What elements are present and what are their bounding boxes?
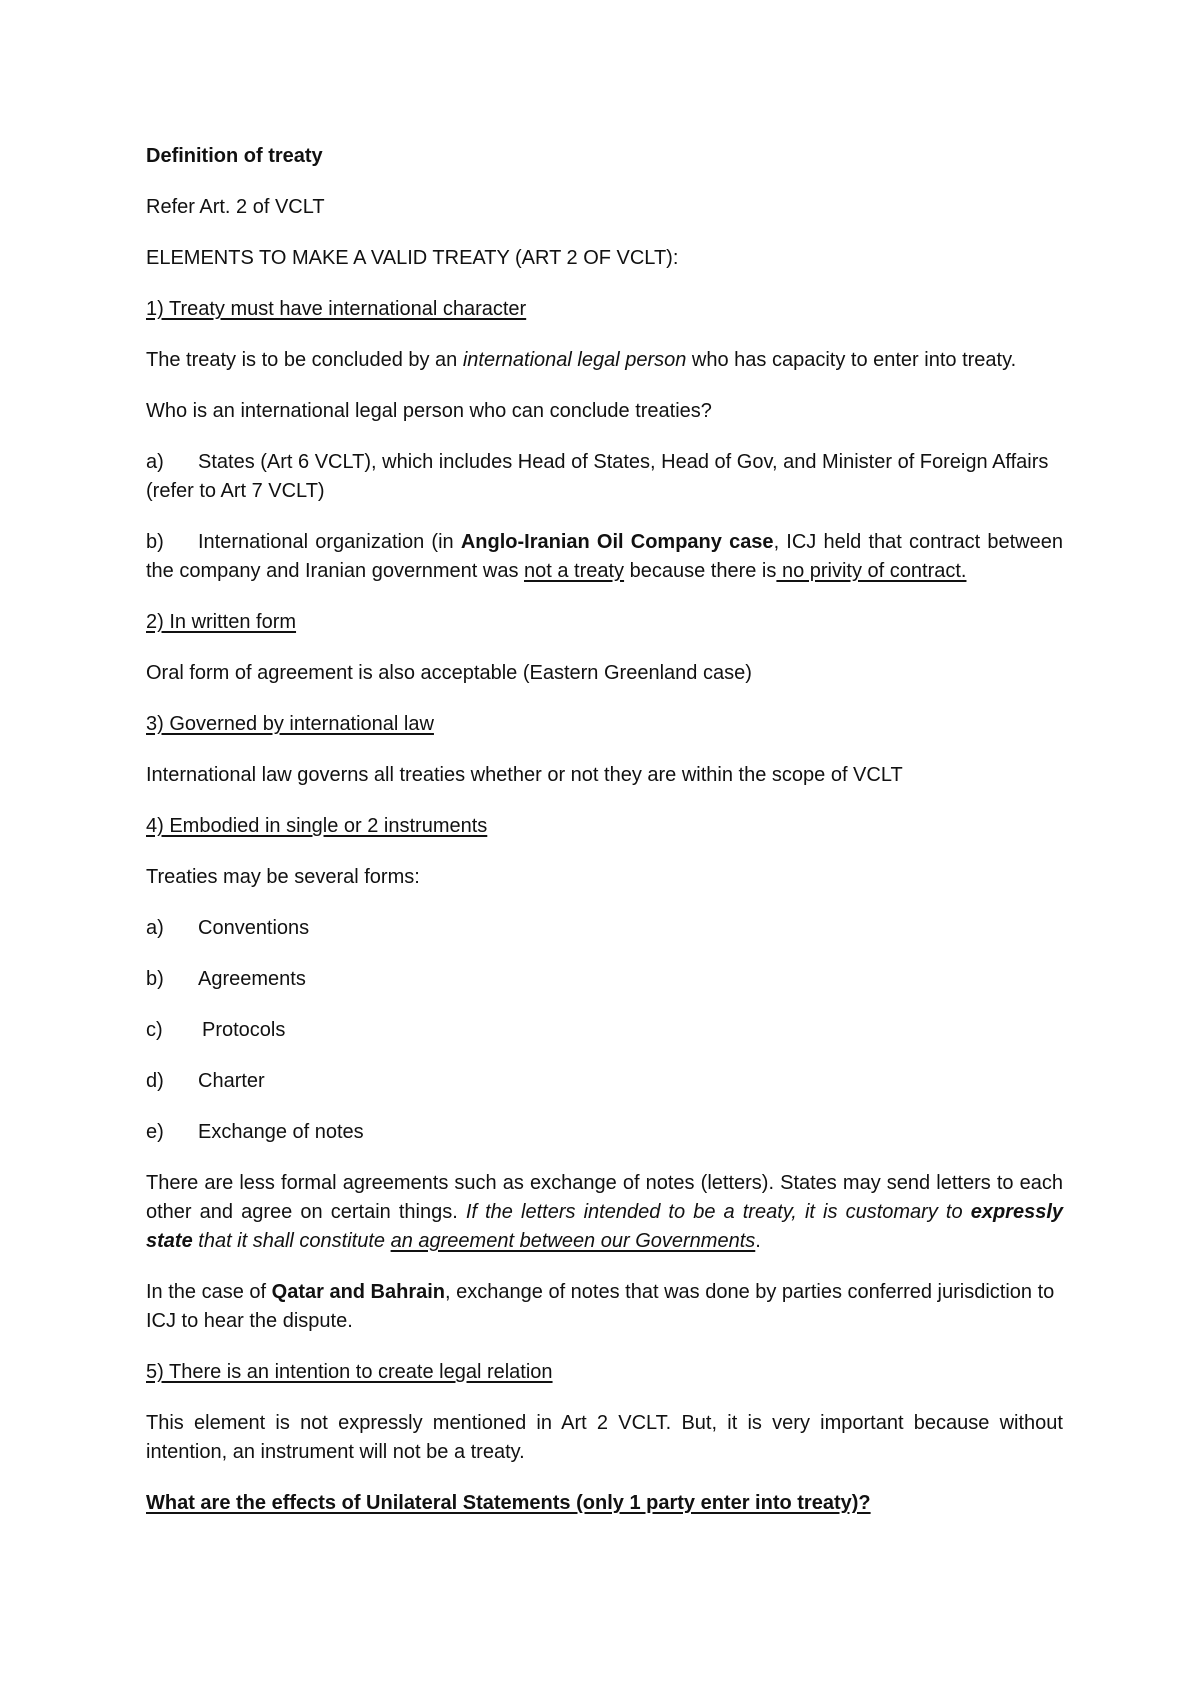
list-text: Charter bbox=[198, 1070, 265, 1092]
list-marker: a) bbox=[146, 451, 164, 473]
list-marker: e) bbox=[146, 1121, 164, 1143]
list-item bbox=[146, 914, 1063, 943]
final-heading: What are the effects of Unilateral Statements (only 1 party enter into treaty)? bbox=[146, 1492, 871, 1514]
section-2-heading: 2) In written form bbox=[146, 611, 297, 633]
list-marker: b) bbox=[146, 531, 164, 553]
section-4-heading: 4) Embodied in single or 2 instruments bbox=[146, 815, 488, 837]
list-marker: b) bbox=[146, 968, 164, 990]
list-item-international-organization: b) International organization (in Anglo-Iranian Oil Company case, ICJ held that contract between the company and Iranian government was not a treaty because there is no privity of contract. bbox=[146, 528, 1063, 586]
refer-line: Refer Art. 2 of VCLT bbox=[146, 196, 325, 218]
section-5-heading: 5) There is an intention to create legal relation bbox=[146, 1361, 553, 1383]
case-name: Anglo-Iranian Oil Company case bbox=[460, 531, 774, 553]
section-3-paragraph: International law governs all treaties whether or not they are within the scope of VCLT bbox=[146, 764, 903, 786]
exchange-of-notes-paragraph: There are less formal agreements such as exchange of notes (letters). States may send letters to each other and agree on certain things. If the letters intended to be a treaty, it is customary to expressly state that it shall constitute an agreement between our Governments. bbox=[146, 1172, 1063, 1252]
list-text: Conventions bbox=[198, 917, 310, 939]
list-item bbox=[146, 1118, 1063, 1147]
list-item bbox=[146, 1067, 1063, 1096]
elements-heading: ELEMENTS TO MAKE A VALID TREATY (ART 2 OF VCLT): bbox=[146, 247, 679, 269]
list-marker: d) bbox=[146, 1070, 164, 1092]
doc-title: Definition of treaty bbox=[146, 145, 323, 167]
section-1-paragraph: The treaty is to be concluded by an international legal person who has capacity to enter into treaty. bbox=[146, 349, 1017, 371]
case-name: Qatar and Bahrain bbox=[271, 1281, 446, 1303]
list-text: States (Art 6 VCLT), which includes Head of States, Head of Gov, and Minister of Foreign Affairs (refer to Art 7 VCLT) bbox=[146, 451, 1049, 502]
section-3-heading: 3) Governed by international law bbox=[146, 713, 434, 735]
section-1-question: Who is an international legal person who can conclude treaties? bbox=[146, 400, 712, 422]
section-5-paragraph: This element is not expressly mentioned in Art 2 VCLT. But, it is very important because without intention, an instrument will not be a treaty. bbox=[146, 1412, 1063, 1463]
list-item bbox=[146, 965, 1063, 994]
section-2-paragraph: Oral form of agreement is also acceptable (Eastern Greenland case) bbox=[146, 662, 752, 684]
list-marker: c) bbox=[146, 1019, 163, 1041]
list-marker: a) bbox=[146, 917, 164, 939]
list-item-states bbox=[146, 448, 1063, 506]
list-text: Exchange of notes bbox=[198, 1121, 364, 1143]
section-1-heading: 1) Treaty must have international character bbox=[146, 298, 527, 320]
section-4-paragraph: Treaties may be several forms: bbox=[146, 866, 420, 888]
list-text: Agreements bbox=[198, 968, 306, 990]
list-text: Protocols bbox=[202, 1019, 286, 1041]
qatar-bahrain-paragraph: In the case of Qatar and Bahrain, exchange of notes that was done by parties conferred jurisdiction to ICJ to hear the dispute. bbox=[146, 1281, 1055, 1332]
list-item bbox=[146, 1016, 1063, 1045]
